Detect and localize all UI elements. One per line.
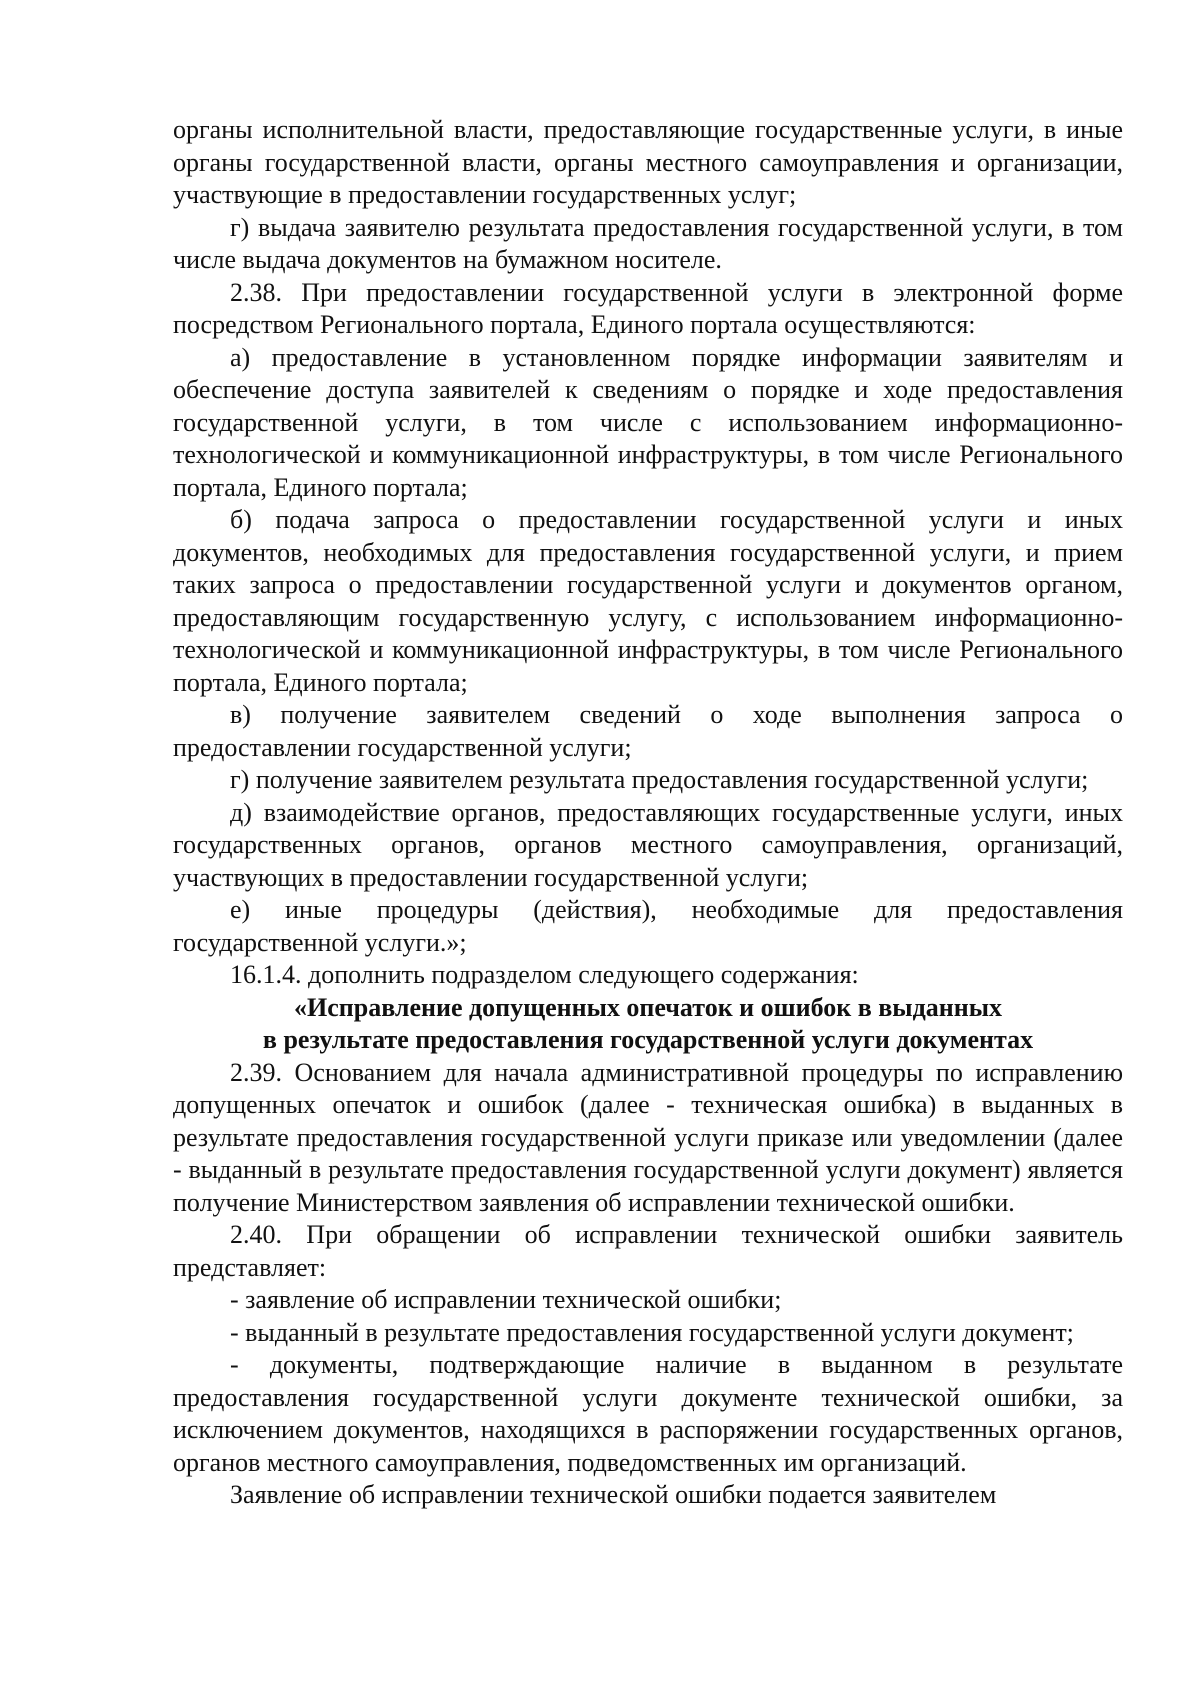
paragraph: Заявление об исправлении технической ошибки подается заявителем: [230, 1480, 997, 1509]
paragraph: 16.1.4. дополнить подразделом следующего содержания:: [230, 960, 859, 989]
paragraph: е) иные процедуры (действия), необходимые для предоставления государственной услуги.»;: [173, 895, 1123, 957]
paragraph: - выданный в результате предоставления государственной услуги документ;: [230, 1317, 1074, 1347]
section-heading-line: «Исправление допущенных опечаток и ошибок в выданных: [293, 992, 1003, 1022]
paragraph: - документы, подтверждающие наличие в выданном в результате предоставления государственной услуги документе технической ошибки, за исключением документов, находящихся в распоряжении государственных органов, органов местного самоуправления, подведомственных им организаций.: [173, 1350, 1123, 1477]
paragraph: в) получение заявителем сведений о ходе выполнения запроса о предоставлении государственной услуги;: [173, 700, 1123, 762]
section-heading: [173, 992, 1123, 1057]
paragraph: г) выдача заявителю результата предоставления государственной услуги, в том числе выдача документов на бумажном носителе.: [173, 212, 1123, 274]
section-heading-line: в результате предоставления государственной услуги документах: [262, 1025, 1034, 1054]
paragraph: б) подача запроса о предоставлении государственной услуги и иных документов, необходимых для предоставления государственной услуги, и прием таких запроса о предоставлении государственной услуги и документов органом, предоставляющим государственную услугу, с использованием информационно-технологической и коммуникационной инфраструктуры, в том числе Регионального портала, Единого портала;: [173, 505, 1123, 697]
paragraph: - заявление об исправлении технической ошибки;: [230, 1285, 782, 1314]
paragraph: 2.38. При предоставлении государственной услуги в электронной форме посредством Регионального портала, Единого портала осуществляются:: [173, 277, 1123, 339]
document-page: [173, 114, 1123, 1512]
paragraph: а) предоставление в установленном порядке информации заявителям и обеспечение доступа заявителей к сведениям о порядке и ходе предоставления государственной услуги, в том числе с использованием информационно-технологической и коммуникационной инфраструктуры, в том числе Регионального портала, Единого портала;: [173, 342, 1123, 502]
paragraph: 2.39. Основанием для начала административной процедуры по исправлению допущенных опечаток и ошибок (далее - техническая ошибка) в выданных в результате предоставления государственной услуги приказе или уведомлении (далее - выданный в результате предоставления государственной услуги документ) является получение Министерством заявления об исправлении технической ошибки.: [173, 1057, 1123, 1217]
paragraph: д) взаимодействие органов, предоставляющих государственные услуги, иных государственных органов, органов местного самоуправления, организаций, участвующих в предоставлении государственной услуги;: [173, 797, 1123, 892]
paragraph: 2.40. При обращении об исправлении технической ошибки заявитель представляет:: [173, 1220, 1123, 1282]
paragraph: органы исполнительной власти, предоставляющие государственные услуги, в иные органы государственной власти, органы местного самоуправления и организации, участвующие в предоставлении государственных услуг;: [173, 115, 1123, 209]
paragraph: г) получение заявителем результата предоставления государственной услуги;: [230, 765, 1089, 794]
